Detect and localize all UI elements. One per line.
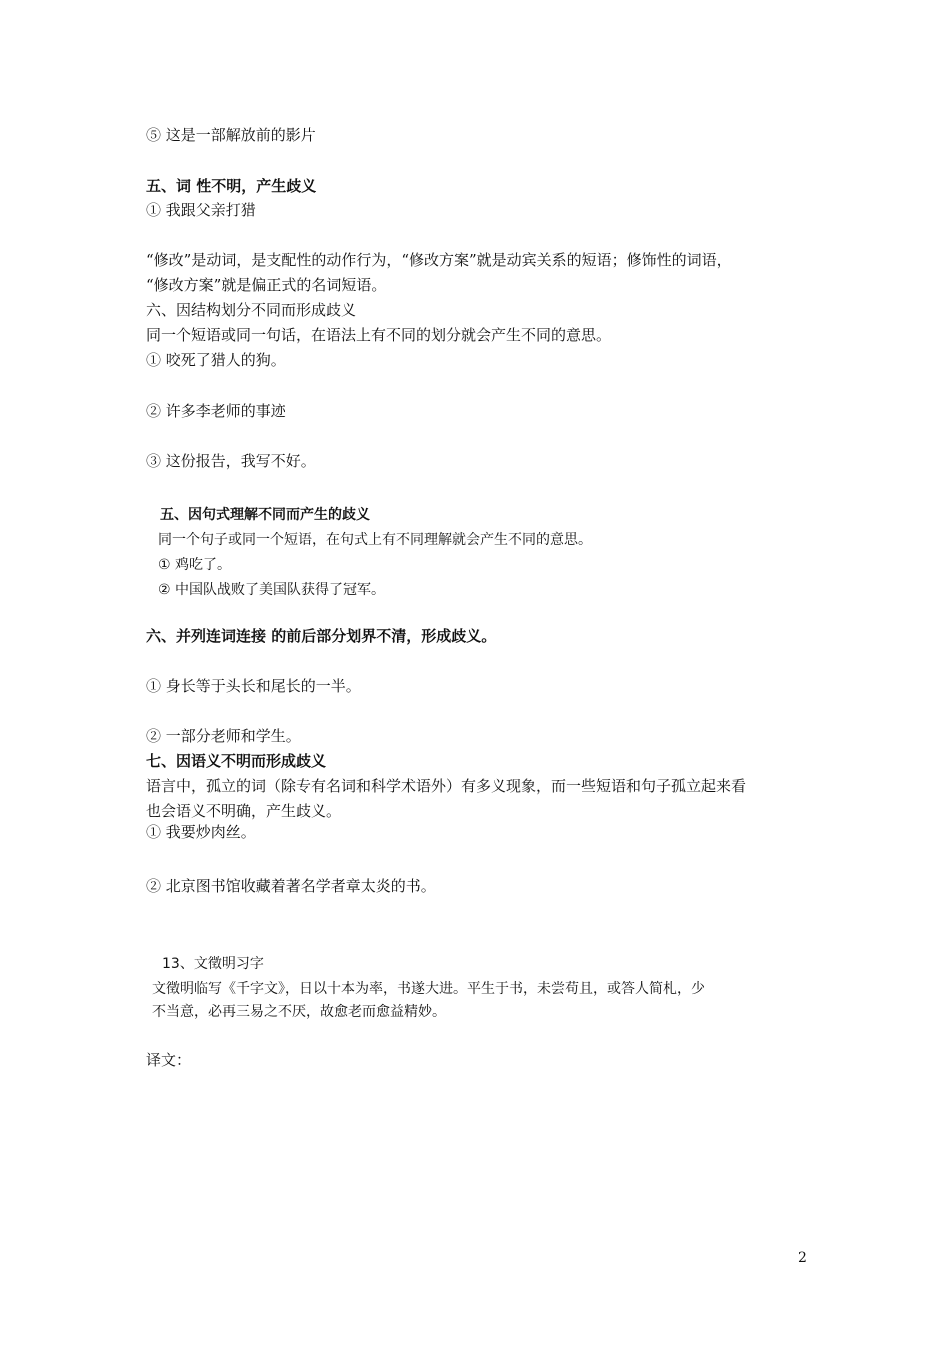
section-conjunction-heading: 六、并列连词连接 的前后部分划界不清，形成歧义。 — [146, 627, 497, 645]
section-7-heading: 七、因语义不明而形成歧义 — [146, 752, 327, 770]
section-6-item-1: ① 咬死了猎人的狗。 — [146, 351, 286, 369]
section-7-paragraph-line-1: 语言中，孤立的词（除专有名词和科学术语外）有多义现象，而一些短语和句子孤立起来看 — [146, 777, 747, 795]
example-1-line: ① 我跟父亲打猎 — [146, 201, 256, 219]
snippet-item-2: ② 中国队战败了美国队获得了冠军。 — [158, 582, 386, 598]
snippet-heading: 五、因句式理解不同而产生的歧义 — [160, 507, 370, 523]
section-6-description: 同一个短语或同一句话，在语法上有不同的划分就会产生不同的意思。 — [146, 326, 612, 344]
snippet-intro: 同一个句子或同一个短语，在句式上有不同理解就会产生不同的意思。 — [158, 532, 592, 548]
section-conjunction-item-2: ② 一部分老师和学生。 — [146, 727, 301, 745]
snippet-item-1: ① 鸡吃了。 — [158, 557, 232, 573]
section-conjunction-item-1: ① 身长等于头长和尾长的一半。 — [146, 677, 361, 695]
classical-text-line-1: 文徵明临写《千字文》，日以十本为率，书遂大进。平生于书，未尝苟且，或答人简札，少 — [152, 981, 705, 997]
classical-text-title: 13、文徵明习字 — [162, 956, 264, 972]
explanation-line-1: “修改”是动词，是支配性的动作行为，“修改方案”就是动宾关系的短语；修饰性的词语， — [146, 251, 732, 269]
section-6-item-3: ③ 这份报告，我写不好。 — [146, 452, 316, 470]
classical-text-line-2: 不当意，必再三易之不厌，故愈老而愈益精妙。 — [152, 1004, 446, 1020]
section-6-heading: 六、因结构划分不同而形成歧义 — [146, 301, 357, 319]
translation-label: 译文： — [146, 1051, 192, 1069]
section-7-item-1: ① 我要炒肉丝。 — [146, 823, 256, 841]
section-7-paragraph-line-2: 也会语义不明确，产生歧义。 — [146, 802, 342, 820]
section-6-item-2: ② 许多李老师的事迹 — [146, 402, 286, 420]
explanation-line-2: “修改方案”就是偏正式的名词短语。 — [146, 276, 387, 294]
section-5-heading: 五、词 性不明，产生歧义 — [146, 177, 317, 195]
example-5-line: ⑤ 这是一部解放前的影片 — [146, 126, 316, 144]
page-number: 2 — [798, 1250, 807, 1266]
section-7-item-2: ② 北京图书馆收藏着著名学者章太炎的书。 — [146, 877, 436, 895]
